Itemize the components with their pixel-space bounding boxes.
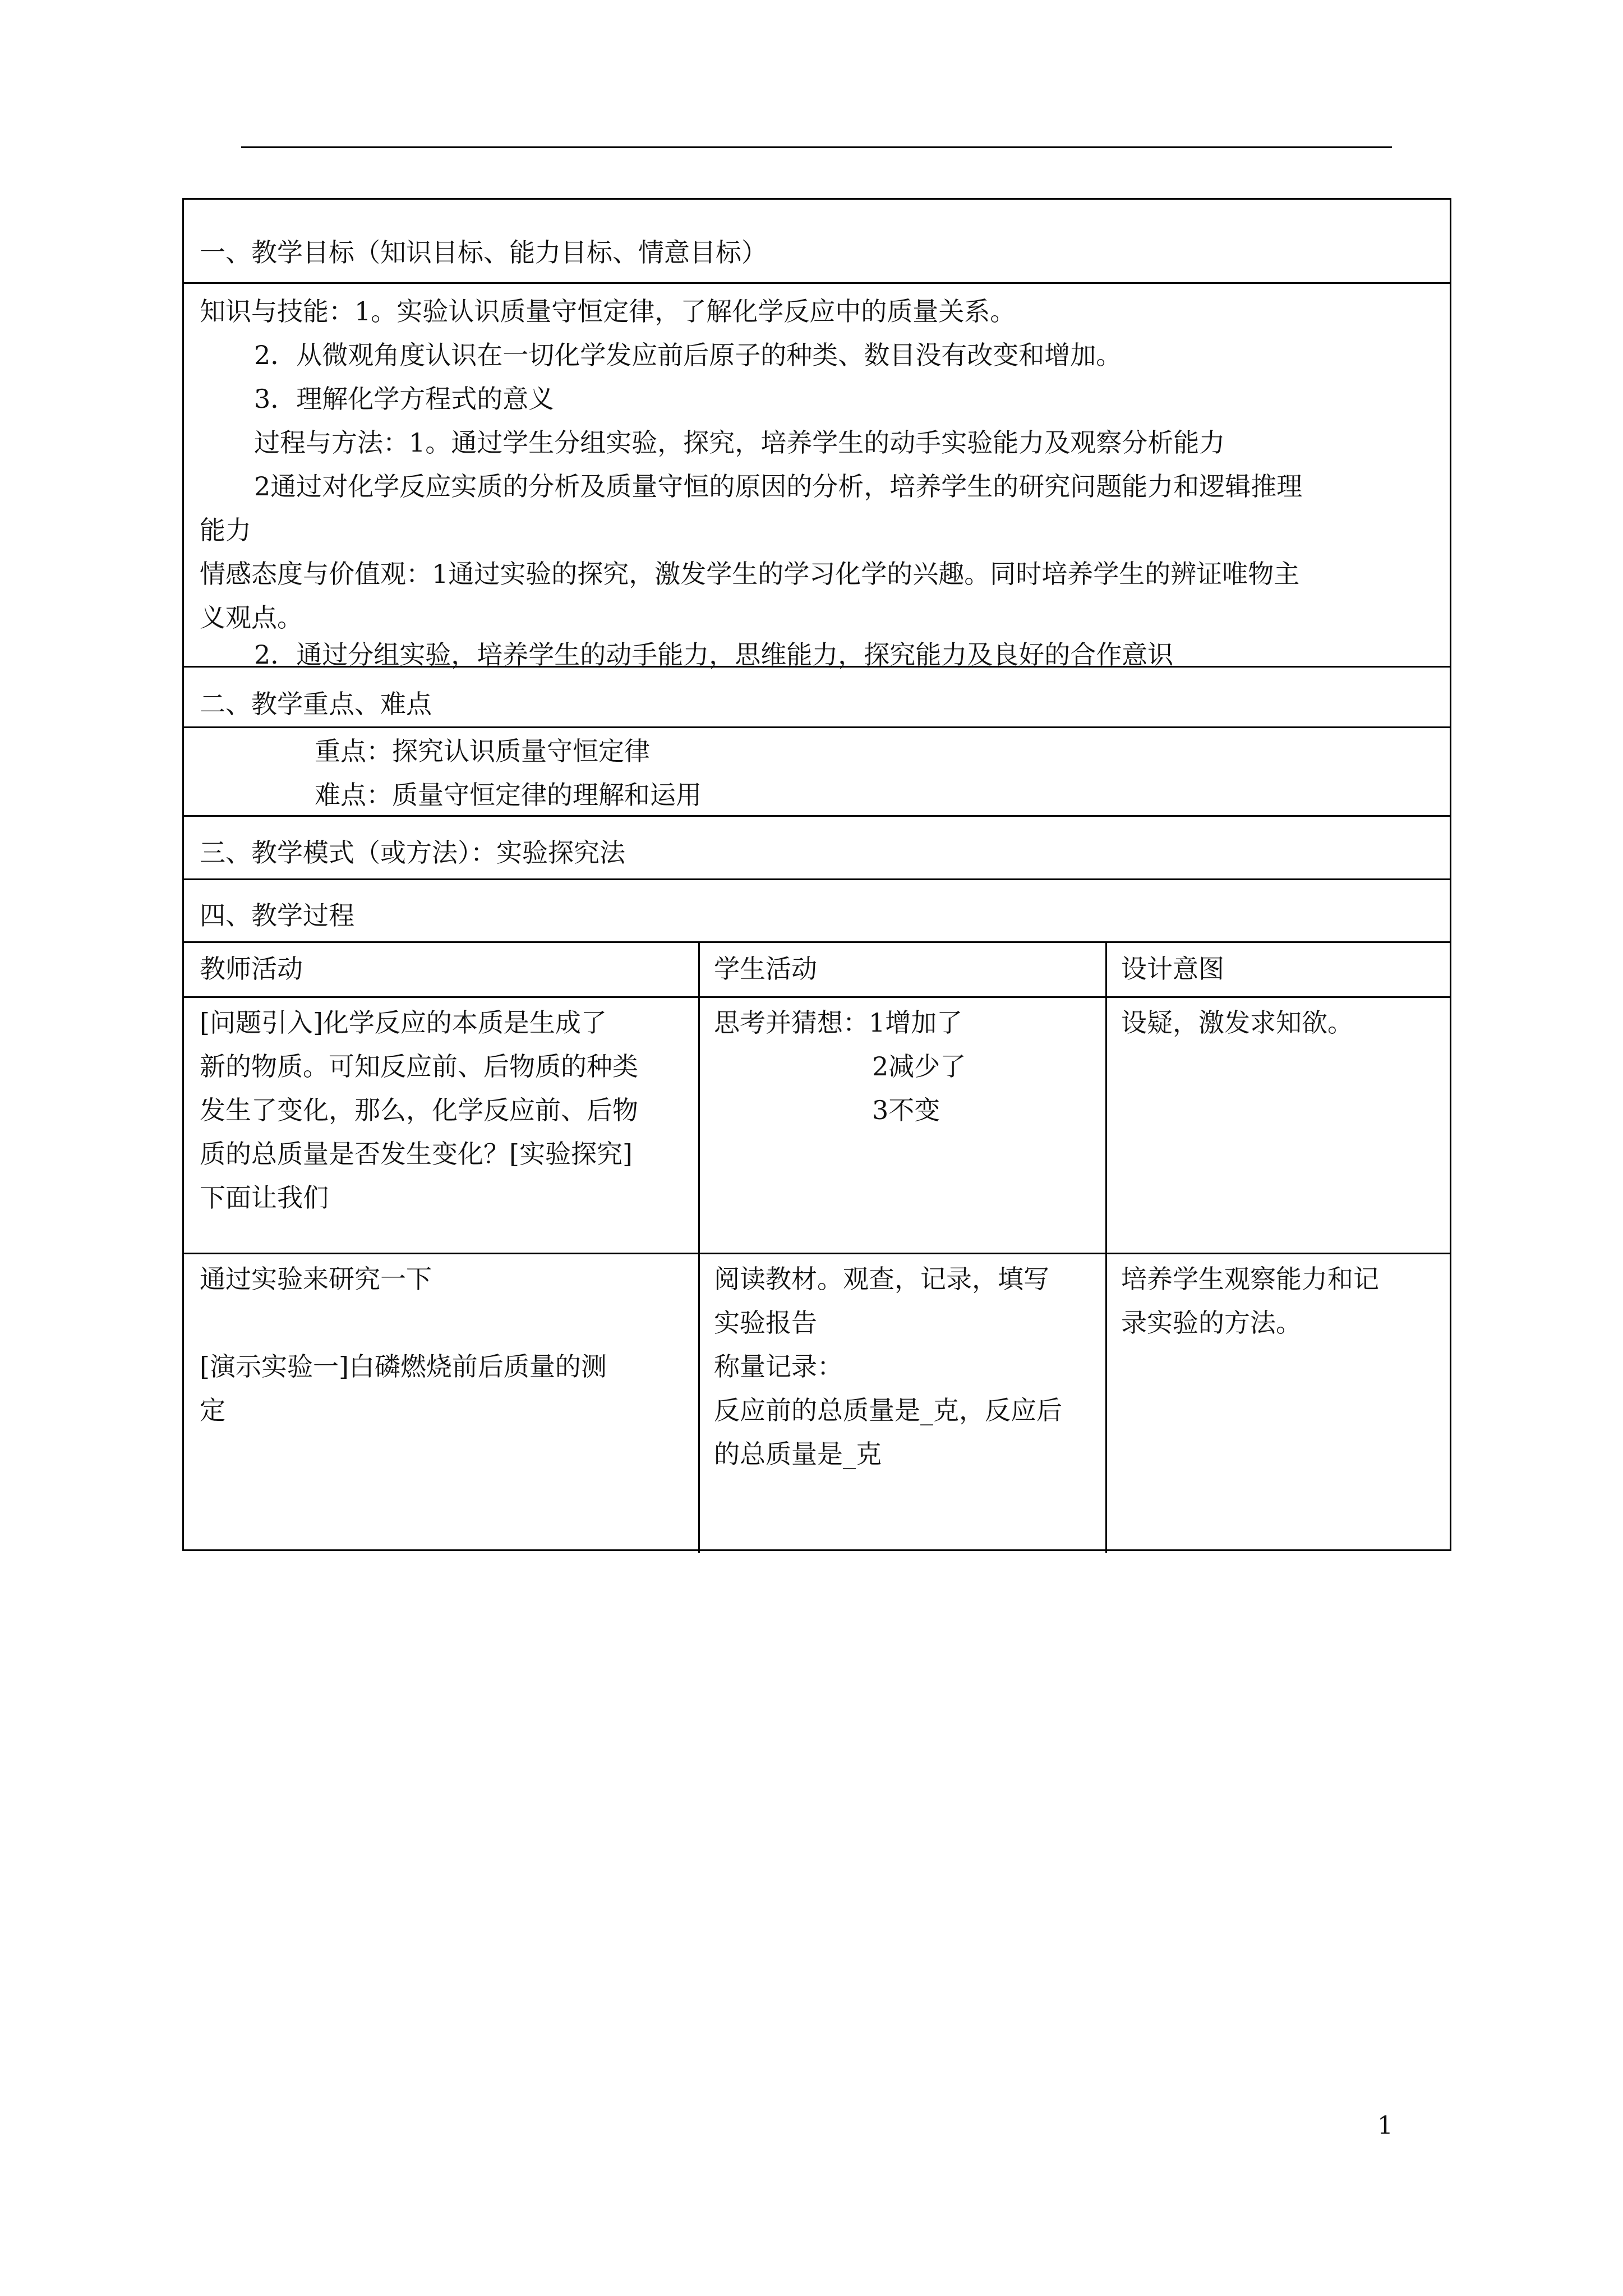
cell-line: 录实验的方法。 (1121, 1308, 1302, 1338)
key-point: 重点：探究认识质量守恒定律 (315, 736, 650, 766)
cell-line: 思考并猜想：1增加了 (714, 1007, 963, 1038)
cell-line: 2减少了 (872, 1051, 966, 1082)
section2-heading: 二、教学重点、难点 (200, 689, 432, 719)
cell-line: 设疑，激发求知欲。 (1121, 1007, 1353, 1038)
column-divider (1105, 941, 1107, 1553)
column-header-student: 学生活动 (714, 954, 817, 984)
cell-line: 质的总质量是否发生变化？[实验探究] (200, 1139, 633, 1169)
objective-line: 2通过对化学反应实质的分析及质量守恒的原因的分析，培养学生的研究问题能力和逻辑推理 (254, 471, 1303, 501)
row-divider (184, 282, 1450, 284)
cell-line (200, 1301, 607, 1345)
header-rule (241, 146, 1392, 148)
cell-line: 培养学生观察能力和记 (1121, 1264, 1379, 1294)
student-activity-cell (714, 1001, 966, 1132)
row-divider (184, 726, 1450, 728)
objective-line: 知识与技能：1。实验认识质量守恒定律，了解化学反应中的质量关系。 (200, 296, 1016, 326)
cell-line: 阅读教材。观查，记录，填写 (714, 1264, 1049, 1294)
objective-line: 义观点。 (200, 602, 303, 633)
cell-line: 实验报告 (714, 1308, 817, 1338)
section4-heading: 四、教学过程 (200, 900, 354, 931)
cell-line: 定 (200, 1395, 225, 1425)
section1-heading: 一、教学目标（知识目标、能力目标、情意目标） (200, 237, 767, 268)
row-divider (184, 941, 1450, 943)
teacher-activity-cell (200, 1001, 638, 1220)
student-activity-cell (714, 1257, 1062, 1476)
objective-line: 情感态度与价值观：1通过实验的探究，激发学生的学习化学的兴趣。同时培养学生的辨证唯物主 (200, 559, 1300, 589)
objective-line: 2．通过分组实验，培养学生的动手能力，思维能力，探究能力及良好的合作意识 (254, 639, 1174, 670)
objective-line: 3．理解化学方程式的意义 (254, 384, 555, 414)
page-number: 1 (1377, 2111, 1393, 2140)
row-divider (184, 996, 1450, 998)
objective-line: 过程与方法：1。通过学生分组实验，探究，培养学生的动手实验能力及观察分析能力 (254, 427, 1225, 458)
design-intent-cell (1121, 1257, 1379, 1345)
cell-line: 下面让我们 (200, 1182, 329, 1213)
difficulty: 难点：质量守恒定律的理解和运用 (315, 780, 702, 810)
cell-line: 通过实验来研究一下 (200, 1264, 432, 1294)
cell-line: 称量记录： (714, 1351, 843, 1382)
row-divider (184, 878, 1450, 880)
lesson-plan-table (182, 198, 1451, 1551)
row-divider (184, 1253, 1450, 1254)
cell-line: 发生了变化，那么，化学反应前、后物 (200, 1095, 638, 1125)
cell-line: 的总质量是_克 (714, 1439, 882, 1469)
column-header-intent: 设计意图 (1121, 954, 1224, 984)
cell-line: 3不变 (872, 1095, 940, 1125)
column-header-teacher: 教师活动 (200, 954, 303, 984)
objective-line: 能力 (200, 515, 251, 545)
column-divider (698, 941, 700, 1553)
teacher-activity-cell (200, 1257, 607, 1432)
objective-line: 2．从微观角度认识在一切化学发应前后原子的种类、数目没有改变和增加。 (254, 340, 1122, 370)
design-intent-cell (1121, 1001, 1353, 1045)
cell-line: 反应前的总质量是_克，反应后 (714, 1395, 1062, 1425)
cell-line: [问题引入]化学反应的本质是生成了 (200, 1007, 607, 1038)
cell-line: [演示实验一]白磷燃烧前后质量的测 (200, 1351, 607, 1382)
cell-line: 新的物质。可知反应前、后物质的种类 (200, 1051, 638, 1082)
section3-heading: 三、教学模式（或方法）：实验探究法 (200, 838, 625, 868)
